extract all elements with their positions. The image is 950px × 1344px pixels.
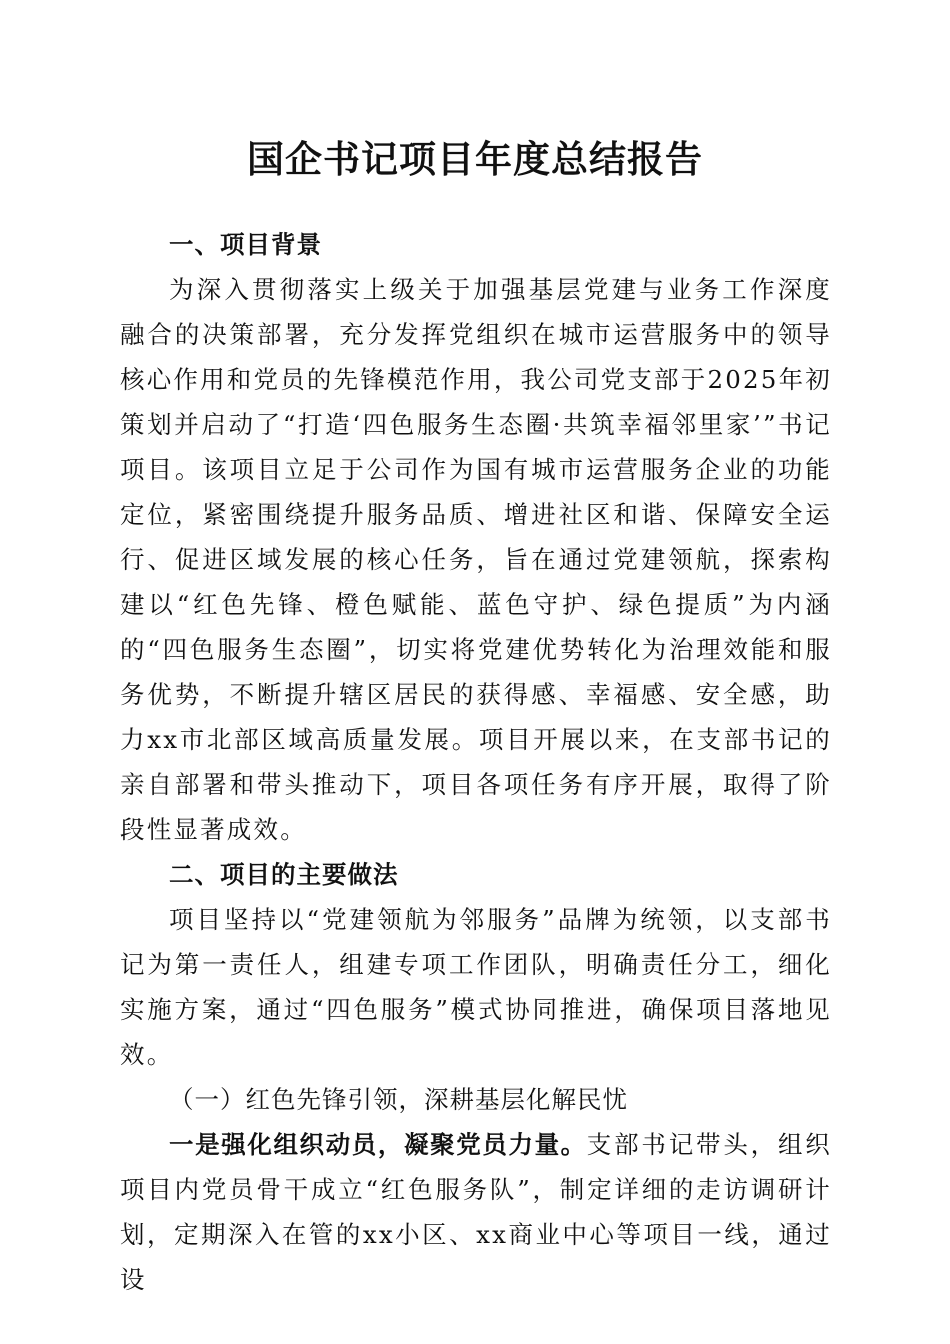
red-pioneer-paragraph xyxy=(120,1122,832,1302)
document-title: 国企书记项目年度总结报告 xyxy=(247,138,703,181)
paragraph-body-text: 支部书记带头，组织项目内党员骨干成立“红色服务队”，制定详细的走访调研计划，定期深入在管的xx小区、xx商业中心等项目一线，通过设 xyxy=(120,1130,832,1294)
paragraph-lead-sentence: 一是强化组织动员，凝聚党员力量。 xyxy=(169,1130,587,1159)
section-heading-background: 一、项目背景 xyxy=(169,230,322,259)
document-body xyxy=(120,222,832,1302)
section-heading-main-practices: 二、项目的主要做法 xyxy=(169,860,399,889)
subsection-heading-red-pioneer: （一）红色先锋引领，深耕基层化解民忧 xyxy=(169,1085,628,1114)
background-paragraph: 为深入贯彻落实上级关于加强基层党建与业务工作深度融合的决策部署，充分发挥党组织在城市运营服务中的领导核心作用和党员的先锋模范作用，我公司党支部于2025年初策划并启动了“打造‘四色服务生态圈·共筑幸福邻里家’”书记项目。该项目立足于公司作为国有城市运营服务企业的功能定位，紧密围绕提升服务品质、增进社区和谐、保障安全运行、促进区域发展的核心任务，旨在通过党建领航，探索构建以“红色先锋、橙色赋能、蓝色守护、绿色提质”为内涵的“四色服务生态圈”，切实将党建优势转化为治理效能和服务优势，不断提升辖区居民的获得感、幸福感、安全感，助力xx市北部区域高质量发展。项目开展以来，在支部书记的亲自部署和带头推动下，项目各项任务有序开展，取得了阶段性显著成效。 xyxy=(120,275,832,844)
main-practices-paragraph: 项目坚持以“党建领航为邻服务”品牌为统领，以支部书记为第一责任人，组建专项工作团队，明确责任分工，细化实施方案，通过“四色服务”模式协同推进，确保项目落地见效。 xyxy=(120,905,832,1069)
